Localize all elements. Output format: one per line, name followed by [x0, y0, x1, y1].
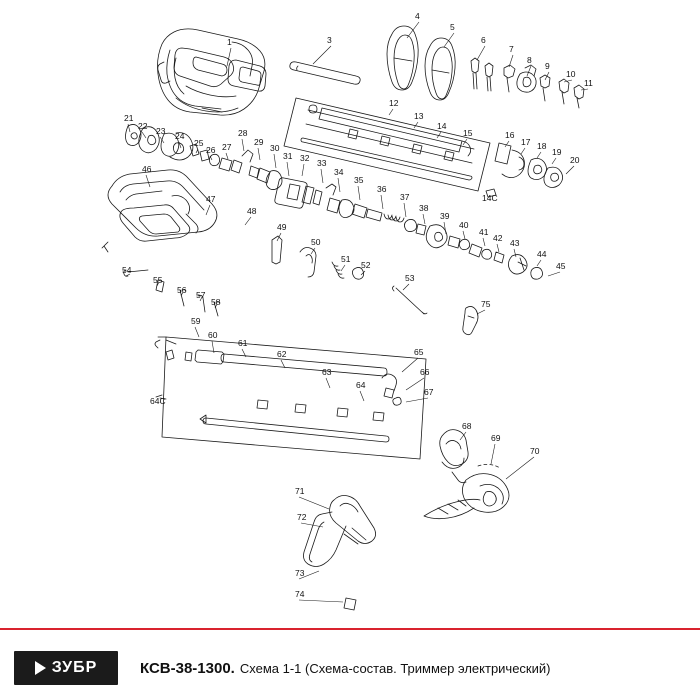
callout-20: 20: [570, 155, 580, 165]
callout-71: 71: [295, 486, 305, 496]
model-number: КСВ-38-1300.: [140, 659, 235, 677]
callout-46: 46: [142, 164, 152, 174]
callout-69: 69: [491, 433, 501, 443]
callout-14c: 14С: [482, 193, 498, 203]
callout-55: 55: [153, 275, 163, 285]
callout-37: 37: [400, 192, 410, 202]
callout-17: 17: [521, 137, 531, 147]
callout-19: 19: [552, 147, 562, 157]
callout-24: 24: [175, 131, 185, 141]
callout-22: 22: [138, 121, 148, 131]
callout-52: 52: [361, 260, 371, 270]
callout-66: 66: [420, 367, 430, 377]
callout-33: 33: [317, 158, 327, 168]
callout-39: 39: [440, 211, 450, 221]
callout-65: 65: [414, 347, 424, 357]
callout-7: 7: [509, 44, 514, 54]
callout-10: 10: [566, 69, 576, 79]
callout-3: 3: [327, 35, 332, 45]
callout-44: 44: [537, 249, 547, 259]
callout-25: 25: [194, 138, 204, 148]
callout-8: 8: [527, 55, 532, 65]
footer: [0, 628, 700, 700]
callout-36: 36: [377, 184, 387, 194]
callout-74: 74: [295, 589, 305, 599]
callout-28: 28: [238, 128, 248, 138]
callout-64: 64: [356, 380, 366, 390]
callout-40: 40: [459, 220, 469, 230]
callout-1: 1: [227, 37, 232, 47]
callout-59: 59: [191, 316, 201, 326]
brand-logo: [14, 651, 118, 685]
callout-54: 54: [122, 265, 132, 275]
scheme-description: Схема 1-1 (Схема-состав. Триммер электрический): [239, 660, 551, 676]
callout-45: 45: [556, 261, 566, 271]
callout-64c: 64С: [150, 396, 166, 406]
callout-32: 32: [300, 153, 310, 163]
callout-56: 56: [177, 285, 187, 295]
callout-16: 16: [505, 130, 515, 140]
callout-21: 21: [124, 113, 134, 123]
callout-73: 73: [295, 568, 305, 578]
callout-5: 5: [450, 22, 455, 32]
callout-11: 11: [584, 78, 593, 88]
callout-15: 15: [463, 128, 473, 138]
callout-49: 49: [277, 222, 287, 232]
callout-75: 75: [481, 299, 491, 309]
arrow-right-icon: [35, 661, 46, 675]
callout-13: 13: [414, 111, 424, 121]
callout-62: 62: [277, 349, 287, 359]
callout-30: 30: [270, 143, 280, 153]
callout-35: 35: [354, 175, 364, 185]
callout-72: 72: [297, 512, 307, 522]
callout-51: 51: [341, 254, 351, 264]
callout-9: 9: [545, 61, 550, 71]
callout-12: 12: [389, 98, 399, 108]
callout-70: 70: [530, 446, 540, 456]
callout-14: 14: [437, 121, 447, 131]
callout-48: 48: [247, 206, 257, 216]
callout-43: 43: [510, 238, 520, 248]
callout-26: 26: [206, 145, 216, 155]
callout-18: 18: [537, 141, 547, 151]
callout-6: 6: [481, 35, 486, 45]
callout-58: 58: [211, 297, 221, 307]
callout-47: 47: [206, 194, 216, 204]
footer-caption: [140, 660, 550, 677]
callout-27: 27: [222, 142, 232, 152]
callout-29: 29: [254, 137, 264, 147]
callout-23: 23: [156, 126, 166, 136]
callout-34: 34: [334, 167, 344, 177]
callout-4: 4: [415, 11, 420, 21]
callout-38: 38: [419, 203, 429, 213]
callout-67: 67: [424, 387, 434, 397]
callout-31: 31: [283, 151, 293, 161]
footer-accent-rule: [0, 628, 700, 630]
callout-57: 57: [196, 290, 206, 300]
brand-name: ЗУБР: [51, 659, 98, 676]
callout-63: 63: [322, 367, 332, 377]
callout-41: 41: [479, 227, 489, 237]
callout-60: 60: [208, 330, 218, 340]
callout-68: 68: [462, 421, 472, 431]
callout-61: 61: [238, 338, 248, 348]
callout-50: 50: [311, 237, 321, 247]
callout-53: 53: [405, 273, 415, 283]
callout-42: 42: [493, 233, 503, 243]
